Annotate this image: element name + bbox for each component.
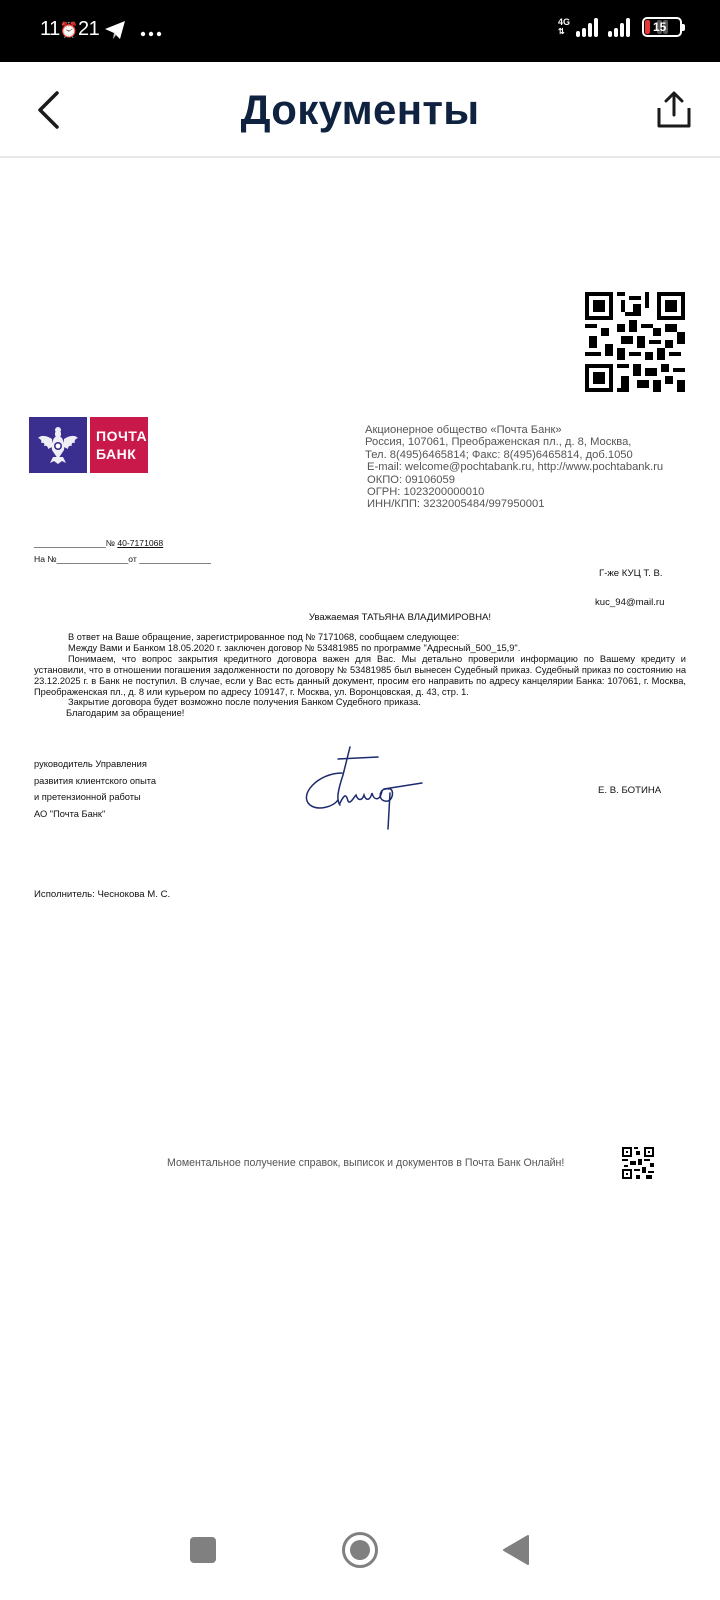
paragraph: Понимаем, что вопрос закрытия кредитного договора важен для Вас. Мы детально проверили информацию по Вашему кредиту и установили, что в отношении погашения задолженности по договору № 53481985 был вынесен Судебный приказ. Судебный приказ по состоянию на 23.12.2025 г. в Банк не поступил. В случае, если у Вас есть данный документ, просим его направить по адресу канцелярии Банка: 107061, г. Москва, Преображенская пл., д. 8 или курьером по адресу 109147, г. Москва, ул. Воронцовская, д. 43, стр. 1. <box>34 653 686 697</box>
outgoing-number-value: 40-7171068 <box>117 538 164 548</box>
letter-body <box>34 632 686 719</box>
footer-promo: Моментальное получение справок, выписок и документов в Почта Банк Онлайн! <box>167 1157 565 1169</box>
square-recents-icon <box>189 1536 217 1564</box>
company-okpo: ОКПО: 09106059 <box>367 473 455 486</box>
company-phone: Тел. 8(495)6465814; Факс: 8(495)6465814, доб.1050 <box>365 448 633 461</box>
app-header <box>0 62 720 158</box>
back-nav-button[interactable] <box>486 1520 546 1580</box>
company-details <box>365 424 663 511</box>
triangle-back-icon <box>502 1534 530 1566</box>
network-type: 4G ⇅ <box>557 17 570 36</box>
notification-icons <box>104 20 162 45</box>
signal-strength-icon-1 <box>576 17 598 37</box>
alarm-clock-icon: ⏰ <box>59 22 78 39</box>
battery-icon <box>642 17 682 37</box>
recipient-name: Г-же КУЦ Т. В. <box>599 568 663 579</box>
paragraph: В ответ на Ваше обращение, зарегистрированное под № 7171068, сообщаем следующее: <box>68 632 460 642</box>
share-button[interactable] <box>652 86 696 134</box>
eagle-emblem-icon <box>29 417 87 473</box>
system-nav-bar <box>0 1480 720 1600</box>
telegram-icon <box>104 20 126 45</box>
salutation: Уважаемая ТАТЬЯНА ВЛАДИМИРОВНА! <box>308 612 492 623</box>
company-inn: ИНН/КПП: 3232005484/997950001 <box>367 498 545 511</box>
qr-code-small-icon <box>622 1147 654 1179</box>
pochta-bank-logo <box>29 417 148 473</box>
battery-percent: 15 <box>653 20 667 34</box>
status-bar <box>0 0 720 62</box>
company-name: Акционерное общество «Почта Банк» <box>365 424 562 436</box>
reference-line: На №_______________от _______________ <box>34 554 211 564</box>
signal-strength-icon-2 <box>608 17 630 37</box>
recents-button[interactable] <box>173 1520 233 1580</box>
recipient-email: kuc_94@mail.ru <box>595 597 665 608</box>
time-minutes: 21 <box>77 18 100 40</box>
outgoing-number: _______________№ 40-7171068 <box>34 538 164 548</box>
paragraph: Закрытие договора будет возможно после получения Банком Судебного приказа. <box>68 697 421 708</box>
system-status-icons <box>558 17 682 37</box>
paragraph: Между Вами и Банком 18.05.2020 г. заключен договор № 53481985 по программе "Адресный_500_15,9". <box>68 642 521 653</box>
logo-wordmark: ПОЧТА БАНК <box>90 417 148 473</box>
page-title: Документы <box>240 86 480 133</box>
document-viewer[interactable] <box>0 160 720 1480</box>
company-email: E-mail: welcome@pochtabank.ru, http://www.pochtabank.ru <box>367 461 664 474</box>
paragraph: Благодарим за обращение! <box>66 708 185 719</box>
status-time <box>40 18 99 41</box>
signature-icon <box>298 745 433 835</box>
more-dots-icon <box>140 24 162 42</box>
signer-name: Е. В. БОТИНА <box>598 785 662 796</box>
company-address: Россия, 107061, Преображенская пл., д. 8, Москва, <box>365 436 632 449</box>
signer-title: руководитель Управления развития клиентского опыта и претензионной работы АО "Почта Банк" <box>34 759 157 819</box>
share-icon <box>656 91 692 129</box>
circle-home-icon <box>341 1531 379 1569</box>
home-button[interactable] <box>330 1520 390 1580</box>
executor: Исполнитель: Чеснокова М. С. <box>34 889 171 900</box>
time-hours: 11 <box>40 18 60 40</box>
company-ogrn: ОГРН: 1023200000010 <box>367 486 485 499</box>
qr-code-icon <box>585 292 685 392</box>
